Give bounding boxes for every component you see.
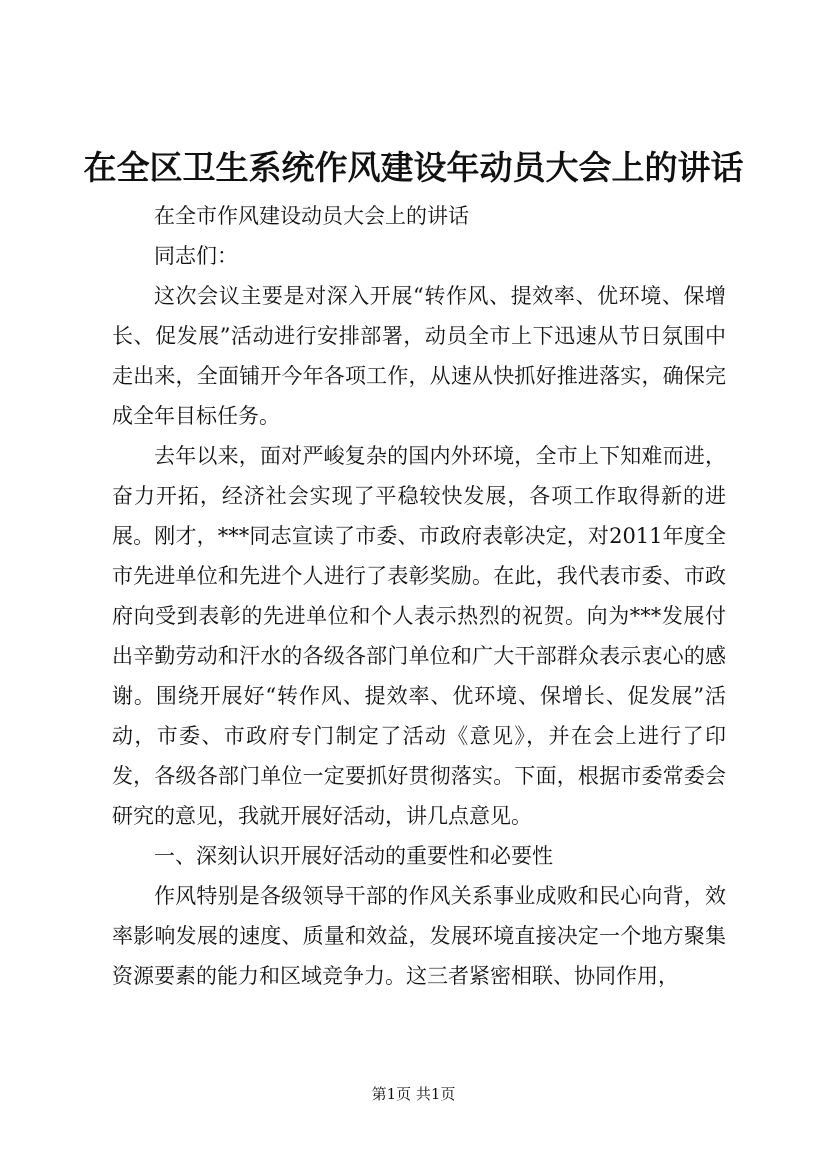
paragraph-review: 去年以来，面对严峻复杂的国内外环境，全市上下知难而进，奋力开拓，经济社会实现了平稳较快发展，各项工作取得新的进展。刚才，***同志宣读了市委、市政府表彰决定，对2011年度全市先进单位和先进个人进行了表彰奖励。在此，我代表市委、市政府向受到表彰的先进单位和个人表示热烈的祝贺。向为***发展付出辛勤劳动和汗水的各级各部门单位和广大干部群众表示衷心的感谢。围绕开展好“转作风、提效率、优环境、保增长、促发展”活动，市委、市政府专门制定了活动《意见》，并在会上进行了印发，各级各部门单位一定要抓好贯彻落实。下面，根据市委常委会研究的意见，我就开展好活动，讲几点意见。 [112, 444, 726, 828]
paragraph-section-1: 作风特别是各级领导干部的作风关系事业成败和民心向背，效率影响发展的速度、质量和效益，发展环境直接决定一个地方聚集资源要素的能力和区域竞争力。这三者紧密相联、协同作用， [112, 884, 726, 988]
paragraph-subtitle: 在全市作风建设动员大会上的讲话 [154, 204, 469, 228]
paragraph-salutation: 同志们： [154, 244, 238, 268]
page-footer: 第1页 共1页 [371, 1085, 456, 1103]
paragraph-meeting-purpose: 这次会议主要是对深入开展“转作风、提效率、优环境、保增长、促发展”活动进行安排部署，动员全市上下迅速从节日氛围中走出来，全面铺开今年各项工作，从速从快抓好推进落实，确保完成全年目标任务。 [112, 284, 726, 428]
document-body [112, 196, 726, 996]
section-heading-1: 一、深刻认识开展好活动的重要性和必要性 [154, 844, 553, 868]
document-title: 在全区卫生系统作风建设年动员大会上的讲话 [83, 148, 744, 187]
